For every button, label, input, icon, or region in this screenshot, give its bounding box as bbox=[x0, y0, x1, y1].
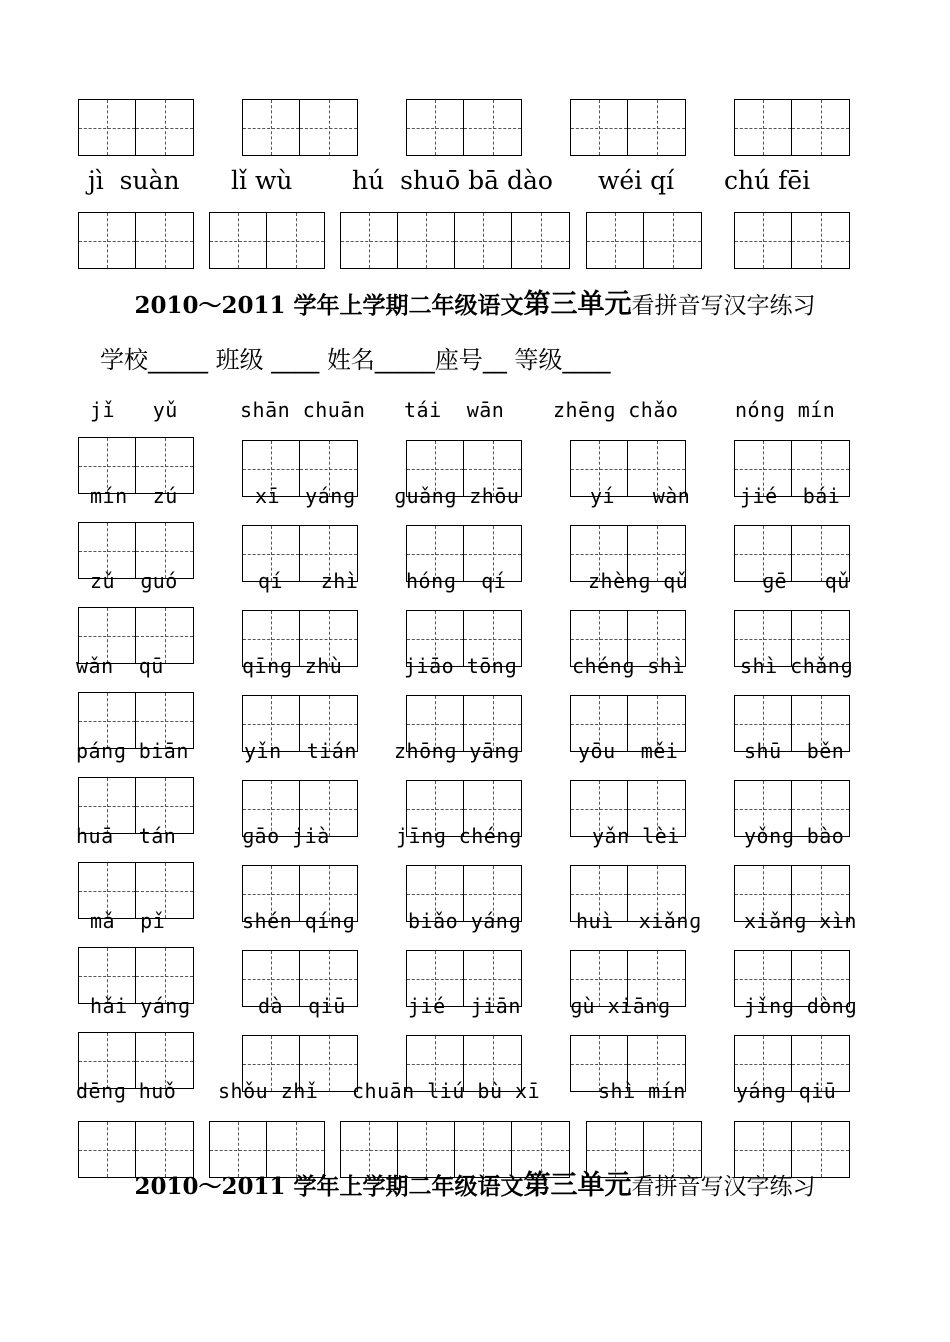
pinyin-label: zhēnɡ chǎo bbox=[553, 398, 679, 422]
student-info-line: 学校_____ 班级 ____ 姓名_____座号__ 等级____ bbox=[100, 346, 611, 374]
pinyin-label: xiǎnɡ xìn bbox=[744, 909, 857, 933]
pinyin-label: ɡuǎnɡ zhōu bbox=[394, 484, 520, 508]
pinyin-label: yǒnɡ bào bbox=[744, 824, 845, 848]
title-suffix: 看拼音写汉字练习 bbox=[631, 293, 816, 319]
pinyin-label: yōu měi bbox=[578, 739, 679, 763]
pinyin-label: zhènɡ qǔ bbox=[588, 569, 689, 593]
pinyin-label: chuān liú bù xī bbox=[352, 1079, 541, 1103]
pinyin-label: yǎn lèi bbox=[592, 824, 680, 848]
pinyin-label: huì xiǎnɡ bbox=[576, 909, 702, 933]
pinyin-label: hǎi yánɡ bbox=[90, 994, 191, 1018]
pinyin-label: hú shuō bā dào bbox=[352, 166, 553, 195]
pinyin-label: jǐ yǔ bbox=[90, 398, 178, 422]
pinyin-label: jiāo tōnɡ bbox=[404, 654, 517, 678]
pinyin-label: xī yánɡ bbox=[255, 484, 356, 508]
pinyin-label: shū běn bbox=[744, 739, 845, 763]
pinyin-label: ɡù xiānɡ bbox=[570, 994, 671, 1018]
title-prefix: 2010～2011 学年上学期二年级语文 bbox=[134, 1173, 524, 1200]
pinyin-label: yǐn tián bbox=[244, 739, 357, 763]
pinyin-label: chénɡ shì bbox=[572, 654, 685, 678]
char-box bbox=[209, 1121, 325, 1178]
title-unit: 第三单元 bbox=[523, 1170, 632, 1201]
pinyin-label: yánɡ qiū bbox=[736, 1079, 837, 1103]
pinyin-label: mǎ pǐ bbox=[90, 909, 166, 933]
char-box bbox=[570, 99, 686, 156]
char-box bbox=[209, 212, 325, 269]
char-box bbox=[340, 1121, 570, 1178]
pinyin-label: shì chǎnɡ bbox=[740, 654, 853, 678]
pinyin-label: yí wàn bbox=[590, 484, 691, 508]
char-box bbox=[242, 99, 358, 156]
title-unit: 第三单元 bbox=[523, 289, 632, 320]
pinyin-label: jì suàn bbox=[88, 166, 180, 195]
pinyin-label: hónɡ qí bbox=[406, 569, 507, 593]
pinyin-label: ɡē qǔ bbox=[762, 569, 850, 593]
char-box bbox=[734, 212, 850, 269]
title-suffix: 看拼音写汉字练习 bbox=[631, 1174, 816, 1200]
char-box bbox=[78, 212, 194, 269]
char-box bbox=[586, 1121, 702, 1178]
pinyin-label: shān chuān bbox=[240, 398, 366, 422]
pinyin-label: qí zhì bbox=[258, 569, 359, 593]
char-box bbox=[340, 212, 570, 269]
char-box bbox=[78, 99, 194, 156]
worksheet-title bbox=[0, 282, 950, 321]
pinyin-label: zhōnɡ yānɡ bbox=[394, 739, 520, 763]
pinyin-label: huā tán bbox=[76, 824, 177, 848]
pinyin-label: nónɡ mín bbox=[735, 398, 836, 422]
char-box bbox=[406, 99, 522, 156]
pinyin-label: dēnɡ huǒ bbox=[76, 1079, 177, 1103]
pinyin-label: biǎo yánɡ bbox=[408, 909, 521, 933]
char-box bbox=[734, 1121, 850, 1178]
pinyin-label: mín zú bbox=[90, 484, 178, 508]
pinyin-label: ɡāo jià bbox=[242, 824, 330, 848]
pinyin-label: pánɡ biān bbox=[76, 739, 189, 763]
pinyin-label: wéi qí bbox=[598, 166, 675, 195]
pinyin-label: dà qiū bbox=[258, 994, 346, 1018]
pinyin-label: chú fēi bbox=[724, 166, 811, 195]
char-box bbox=[78, 1121, 194, 1178]
pinyin-label: shì mín bbox=[598, 1079, 686, 1103]
pinyin-label: shǒu zhǐ bbox=[218, 1079, 319, 1103]
pinyin-label: jié bái bbox=[740, 484, 841, 508]
pinyin-label: qīnɡ zhù bbox=[242, 654, 343, 678]
pinyin-label: jié jiān bbox=[408, 994, 521, 1018]
pinyin-label: jīnɡ chénɡ bbox=[396, 824, 522, 848]
pinyin-label: jǐnɡ dònɡ bbox=[744, 994, 857, 1018]
pinyin-label: wǎn qū bbox=[76, 654, 164, 678]
char-box bbox=[586, 212, 702, 269]
pinyin-label: tái wān bbox=[404, 398, 505, 422]
pinyin-label: zǔ ɡuó bbox=[90, 569, 178, 593]
pinyin-label: lǐ wù bbox=[231, 166, 293, 195]
title-prefix: 2010～2011 学年上学期二年级语文 bbox=[134, 292, 524, 319]
pinyin-label: shén qínɡ bbox=[242, 909, 355, 933]
char-box bbox=[734, 99, 850, 156]
